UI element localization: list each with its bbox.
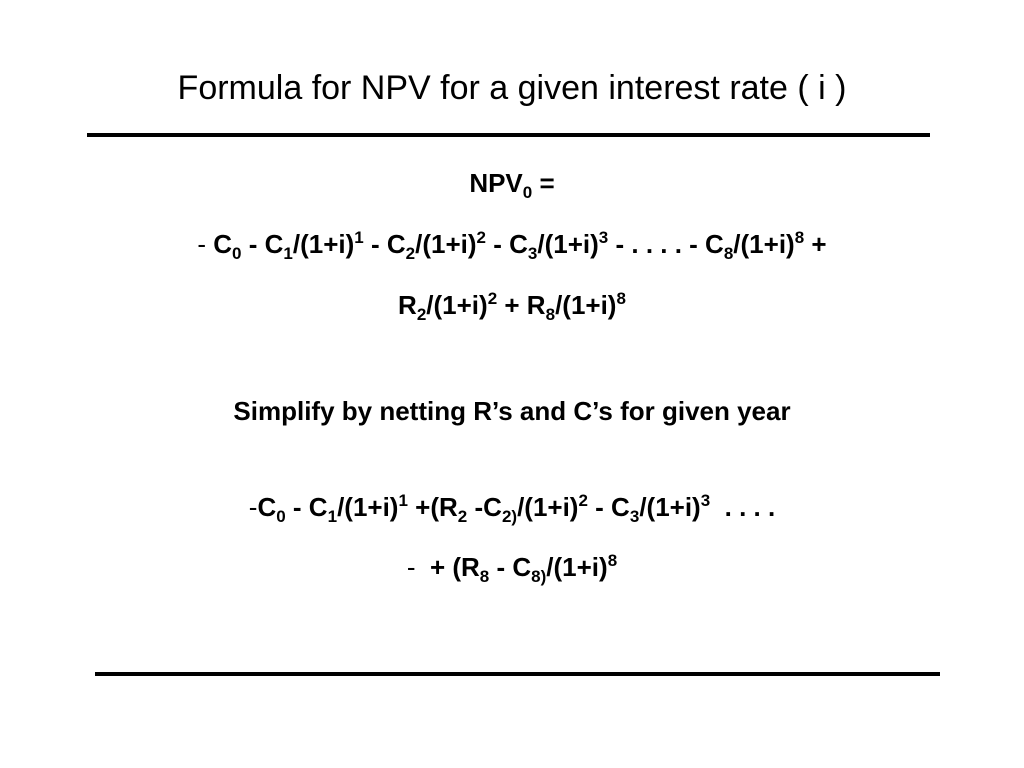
equation-term: - [406,552,423,582]
subscript: 8 [545,305,556,324]
subscript: 8 [723,244,734,263]
equation-term: - [197,229,214,259]
superscript: 8 [607,551,618,570]
equation-term: R [398,290,417,320]
npv-heading [0,166,1024,200]
subscript: 0 [276,507,286,526]
equation-term: - C [363,229,406,259]
superscript: 2 [487,289,498,308]
top-divider [87,133,930,137]
equation-term: /(1+i) [639,492,701,522]
slide-title: Formula for NPV for a given interest rate ( i ) [177,69,847,107]
superscript: 2 [476,228,487,247]
equation-term: - [248,492,258,522]
equation-term: . . . . [710,492,776,522]
superscript: 3 [700,491,711,510]
npv-subscript: 0 [522,183,533,202]
subscript: 8) [531,567,547,586]
subscript: 3 [629,507,640,526]
subscript: 1 [327,507,338,526]
equation-term: - C [587,492,630,522]
superscript: 3 [598,228,609,247]
equation-line-1 [0,227,1024,261]
equation-term: - . . . . - C [608,229,724,259]
superscript: 8 [616,289,626,308]
simplify-text: Simplify by netting R’s and C’s for given year [233,396,791,426]
subscript: 1 [283,244,293,263]
equation-term: - C [486,229,528,259]
equation-line-2 [0,288,1024,322]
bottom-divider [95,672,940,676]
equation-term: /(1+i) [555,290,617,320]
equation-term: /(1+i) [337,492,399,522]
equation-term: /(1+i) [292,229,355,259]
equation-term: /(1+i) [426,290,488,320]
subscript: 3 [527,244,538,263]
equation-term: +(R [407,492,458,522]
superscript: 1 [398,491,408,510]
equation-term: /(1+i) [546,552,608,582]
equation-term: /(1+i) [733,229,795,259]
equation-term: -C [467,492,502,522]
equation-term: + [804,229,827,259]
npv-label: NPV [469,168,523,198]
equation-term: - C [489,552,532,582]
subscript: 8 [479,567,490,586]
equation-term: - C [241,229,284,259]
equation-term: /(1+i) [517,492,579,522]
equation-term: C [257,492,277,522]
equation-line-3 [0,490,1024,524]
subscript: 2) [501,507,518,526]
equation-term: /(1+i) [537,229,599,259]
subscript: 2 [405,244,416,263]
superscript: 2 [578,491,588,510]
superscript: 8 [794,228,805,247]
subscript: 0 [232,244,242,263]
equation-line-4 [0,550,1024,584]
npv-equals: = [532,168,555,198]
superscript: 1 [354,228,364,247]
subscript: 2 [457,507,468,526]
equation-term: + (R [422,552,480,582]
equation-term: - C [285,492,328,522]
equation-term: + R [497,290,546,320]
equation-term: C [213,229,233,259]
subscript: 2 [416,305,427,324]
equation-term: /(1+i) [415,229,477,259]
